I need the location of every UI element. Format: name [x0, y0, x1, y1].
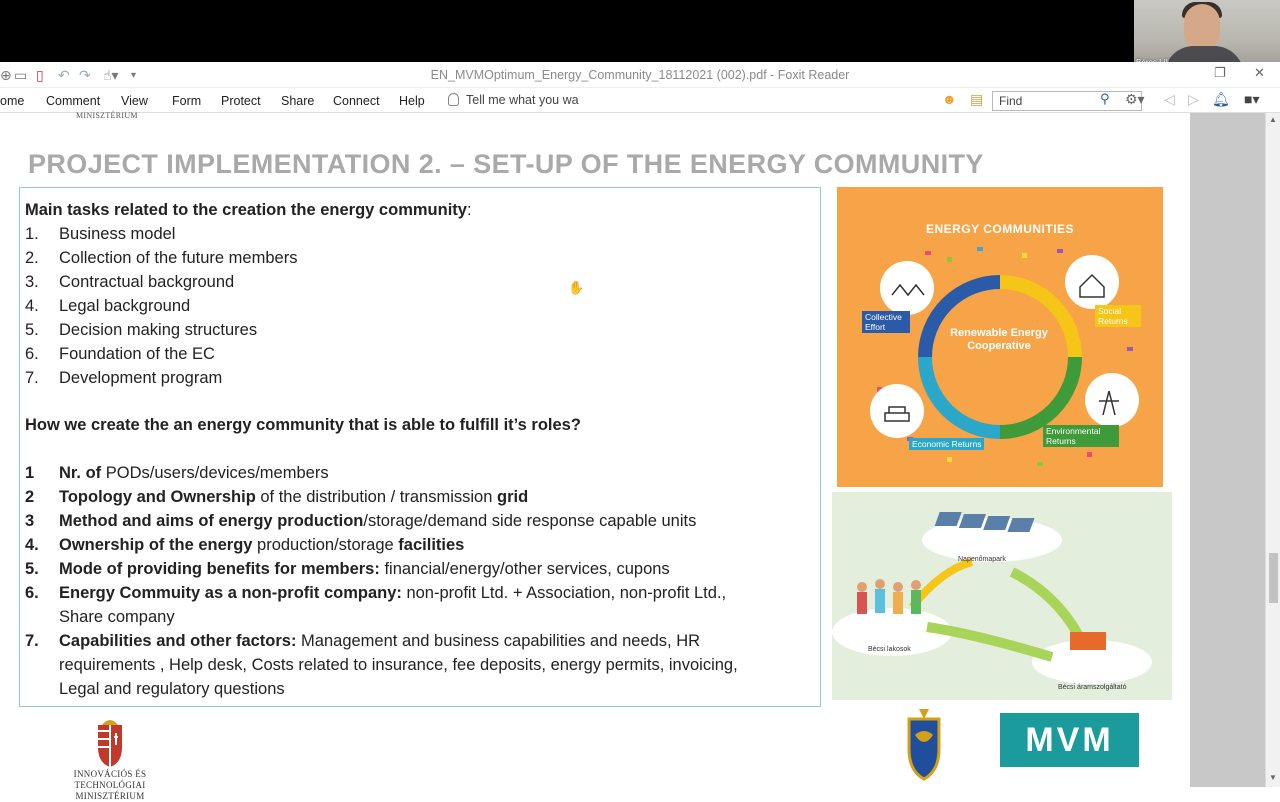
cycle-arc-green — [1000, 357, 1075, 432]
prev-arrow-icon[interactable]: ◁ — [1164, 91, 1175, 107]
close-window-icon[interactable]: ✕ — [1254, 65, 1265, 80]
window-title: EN_MVMOptimum_Energy_Community_18112021 (002).pdf - Foxit Reader — [430, 68, 850, 82]
vertical-scrollbar[interactable] — [1265, 113, 1280, 787]
factor-item: 2 Topology and Ownership of the distribution / transmission grid — [25, 488, 529, 506]
scroll-down-icon[interactable]: ▼ — [1269, 773, 1277, 782]
social-returns-label: Social Returns — [1095, 305, 1141, 327]
find-input[interactable] — [992, 91, 1142, 111]
factor-item-continuation: Share company — [59, 608, 175, 626]
list-item: 7. Development program — [25, 369, 223, 387]
flow-arrow-green — [1012, 572, 1082, 642]
top-black-bar — [0, 0, 1280, 62]
search-icon[interactable]: ⚲ — [1100, 91, 1110, 106]
notification-bell-icon[interactable]: 🔔︎ — [1212, 91, 1230, 107]
find-options-icon[interactable]: ▤ — [970, 91, 984, 107]
participant-face — [1184, 4, 1220, 50]
list-item: 4. Legal background — [25, 297, 191, 315]
question-heading: How we create the an energy community that is able to fulfill it’s roles? — [25, 416, 581, 434]
webcam-video-tile[interactable] — [1134, 0, 1280, 70]
restore-window-icon[interactable]: ❐ — [1214, 65, 1226, 80]
next-arrow-icon[interactable]: ▷ — [1188, 91, 1199, 107]
factor-item: 1 Nr. of PODs/users/devices/members — [25, 464, 329, 482]
hand-cursor-icon: ✋ — [568, 280, 585, 295]
smiley-feedback-icon[interactable]: ☻ — [942, 91, 957, 107]
factor-item: 6. Energy Commuity as a non-profit company: non-profit Ltd. + Association, non-profit Ltd., — [25, 584, 727, 602]
ministry-logo-line2: MINISZTÉRIUM — [75, 791, 145, 801]
tell-me-text: Tell me what you wa — [466, 93, 579, 107]
environmental-returns-label: Environmental Returns — [1043, 425, 1119, 447]
ministry-logo-line1: INNOVÁCIÓS ÉS TECHNOLÓGIAI — [73, 769, 147, 790]
menu-home[interactable]: ome — [0, 94, 25, 108]
ribbon-menu-bar — [0, 88, 1280, 113]
scrollbar-thumb[interactable] — [1269, 553, 1278, 603]
crest-icon — [895, 705, 953, 785]
tell-me-search[interactable] — [448, 93, 579, 107]
solar-community-illustration — [832, 492, 1172, 700]
quick-access-icon[interactable]: ⊕ — [0, 67, 12, 83]
ec-graphic-title: ENERGY COMMUNITIES — [925, 222, 1075, 236]
list-item: 5. Decision making structures — [25, 321, 258, 339]
main-tasks-heading: Main tasks related to the creation the energy community: — [25, 201, 472, 219]
menu-connect[interactable]: Connect — [333, 94, 380, 108]
factor-item-continuation: requirements , Help desk, Costs related to insurance, fee deposits, energy permits, invoicing, — [59, 656, 738, 674]
ministry-header-text: MINISZTÉRIUM — [76, 111, 138, 120]
customize-toolbar-icon[interactable]: ▾ — [131, 70, 137, 81]
mvm-logo: MVM — [1000, 713, 1139, 767]
town-crest-logo — [895, 705, 953, 785]
factor-item-continuation: Legal and regulatory questions — [59, 680, 285, 698]
list-item: 3. Contractual background — [25, 273, 235, 291]
undo-icon[interactable]: ↶ — [58, 67, 70, 83]
pdf-page-slide — [0, 111, 1190, 801]
collective-effort-label: Collective Effort — [862, 311, 910, 333]
menu-protect[interactable]: Protect — [221, 94, 261, 108]
illustration-drawing — [832, 492, 1172, 700]
viewer-background — [1190, 113, 1265, 787]
cycle-arc-teal — [925, 357, 1000, 432]
menu-share[interactable]: Share — [281, 94, 315, 108]
user-account-icon[interactable]: ■▾ — [1244, 91, 1260, 107]
solar-park-label: Napenőmapark — [958, 556, 1006, 563]
list-item: 6. Foundation of the EC — [25, 345, 215, 363]
list-item: 2. Collection of the future members — [25, 249, 298, 267]
menu-comment[interactable]: Comment — [46, 94, 101, 108]
slide-title: PROJECT IMPLEMENTATION 2. – SET-UP OF THE ENERGY COMMUNITY — [28, 149, 984, 179]
hand-tool-icon[interactable]: ☝▾ — [103, 67, 119, 83]
redo-icon[interactable]: ↷ — [79, 67, 91, 83]
ec-center-label: Renewable Energy Cooperative — [950, 327, 1048, 352]
menu-view[interactable]: View — [121, 94, 148, 108]
factor-item: 5. Mode of providing benefits for members: financial/energy/other services, cupons — [25, 560, 670, 578]
scroll-up-icon[interactable]: ▲ — [1269, 115, 1277, 124]
residents-label: Bécsi lakosok — [868, 646, 911, 653]
list-item: 1. Business model — [25, 225, 176, 243]
utility-label: Bécsi áramszolgáltató — [1058, 684, 1127, 691]
collective-effort-circle — [880, 261, 934, 315]
gear-icon[interactable]: ⚙▾ — [1125, 91, 1145, 107]
factor-item: 7. Capabilities and other factors: Management and business capabilities and needs, HR — [25, 632, 701, 650]
main-text-frame — [19, 187, 821, 707]
lightbulb-icon — [448, 93, 459, 106]
economic-returns-label: Economic Returns — [909, 438, 984, 450]
ministry-logo — [40, 715, 180, 801]
title-bar — [0, 62, 1280, 88]
menu-form[interactable]: Form — [172, 94, 202, 108]
factor-item: 3 Method and aims of energy production/storage/demand side response capable units — [25, 512, 697, 530]
social-returns-circle — [1065, 255, 1119, 309]
new-doc-icon[interactable]: ▯ — [36, 67, 44, 83]
factor-item: 4. Ownership of the energy production/storage facilities — [25, 536, 465, 554]
energy-communities-graphic — [837, 187, 1163, 487]
utility-booth — [1070, 632, 1106, 650]
hungarian-coat-of-arms-icon — [40, 715, 180, 769]
save-icon[interactable]: ▭ — [14, 67, 28, 83]
menu-help[interactable]: Help — [399, 94, 425, 108]
economic-returns-circle — [870, 384, 924, 438]
